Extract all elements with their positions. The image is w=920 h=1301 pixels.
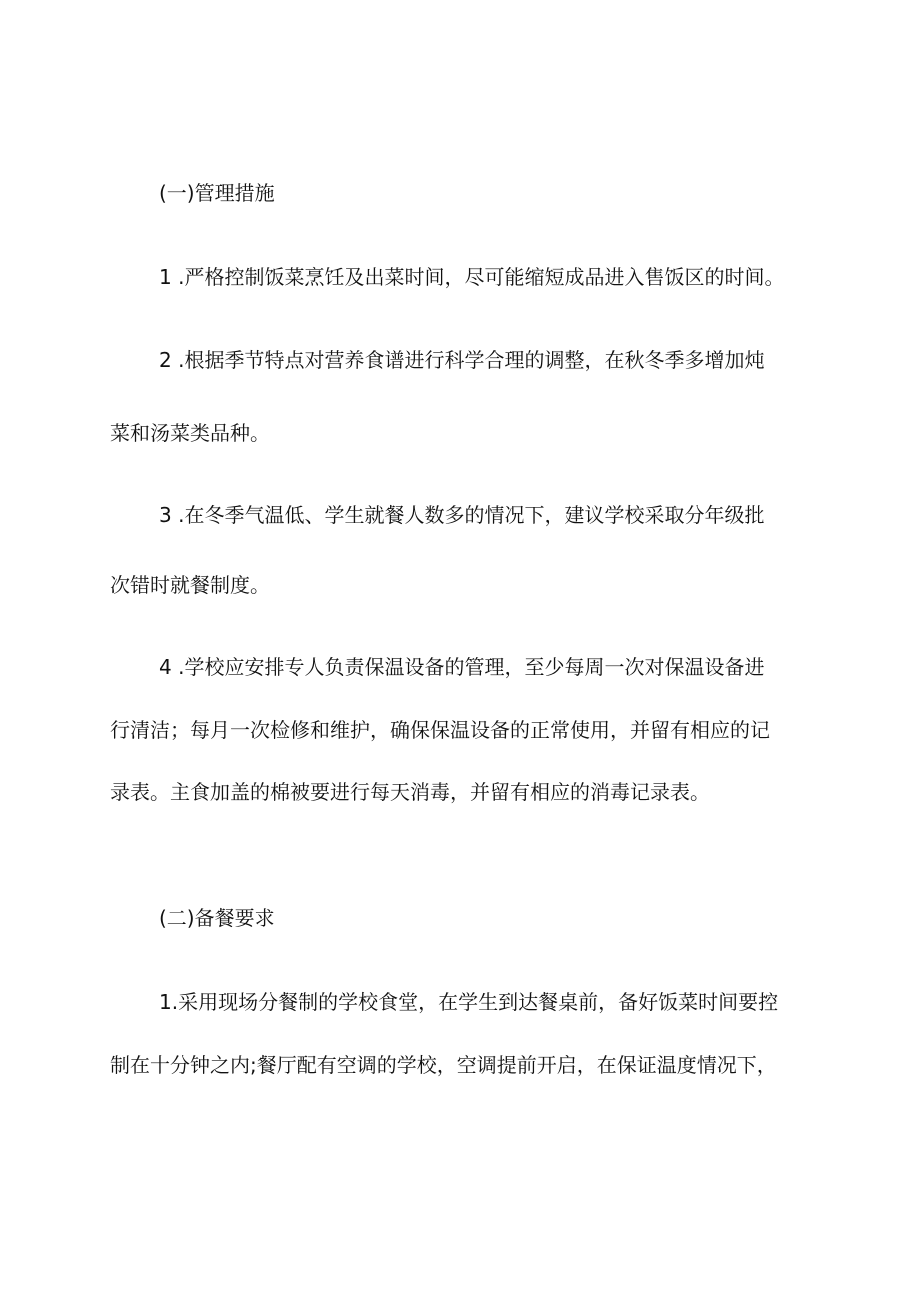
paragraph-line: 制在十分钟之内;餐厅配有空调的学校，空调提前开启，在保证温度情况下， bbox=[110, 1053, 777, 1077]
paragraph-line: 1 .严格控制饭菜烹饪及出菜时间，尽可能缩短成品进入售饭区的时间。 bbox=[159, 265, 785, 289]
paragraph-line: 1.采用现场分餐制的学校食堂，在学生到达餐桌前，备好饭菜时间要控 bbox=[159, 990, 779, 1014]
section-heading: (一)管理措施 bbox=[159, 181, 275, 205]
paragraph-line: 4 .学校应安排专人负责保温设备的管理，至少每周一次对保温设备进 bbox=[159, 655, 765, 679]
paragraph-line: 次错时就餐制度。 bbox=[110, 573, 270, 597]
paragraph-line: 录表。主食加盖的棉被要进行每天消毒，并留有相应的消毒记录表。 bbox=[110, 780, 710, 804]
section-heading: (二)备餐要求 bbox=[159, 906, 275, 930]
paragraph-line: 菜和汤菜类品种。 bbox=[110, 421, 270, 445]
paragraph-line: 行清洁；每月一次检修和维护，确保保温设备的正常使用，并留有相应的记 bbox=[110, 718, 770, 742]
paragraph-line: 3 .在冬季气温低、学生就餐人数多的情况下，建议学校采取分年级批 bbox=[159, 503, 765, 527]
paragraph-line: 2 .根据季节特点对营养食谱进行科学合理的调整，在秋冬季多增加炖 bbox=[159, 348, 765, 372]
